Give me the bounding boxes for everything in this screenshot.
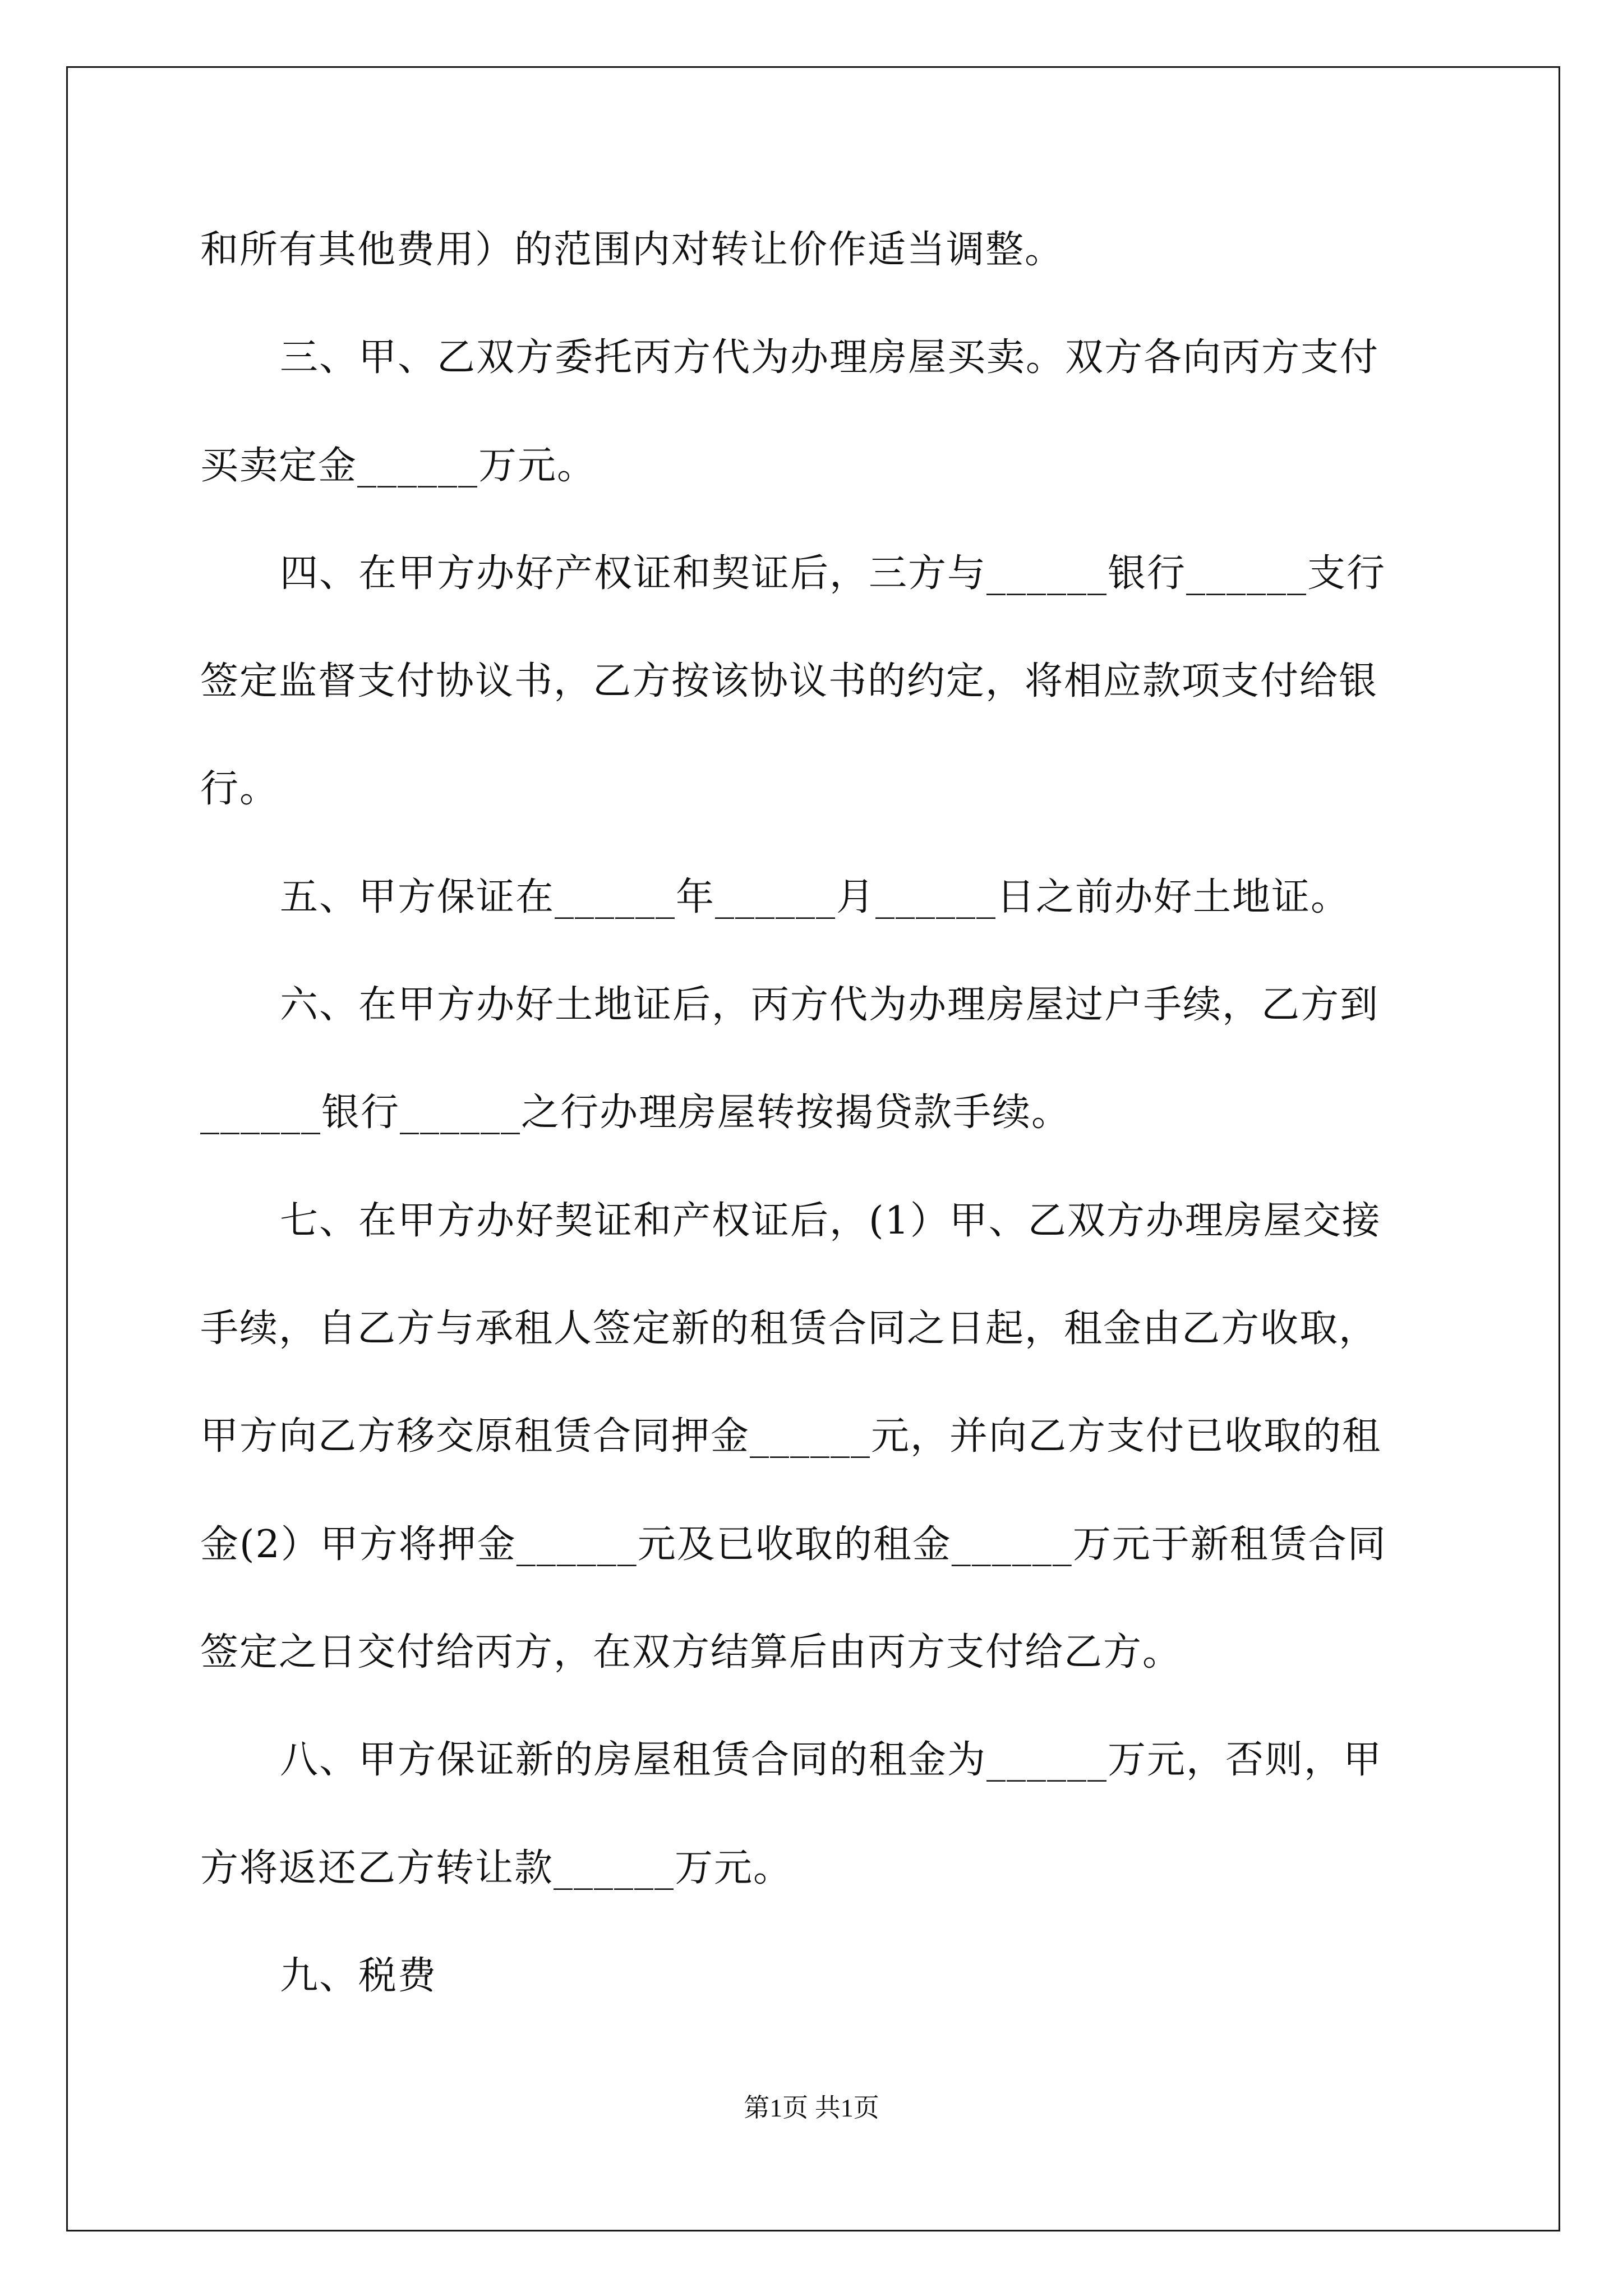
text-line: 五、甲方保证在______年______月______日之前办好土地证。 xyxy=(280,875,1350,919)
text-line: 三、甲、乙双方委托丙方代为办理房屋买卖。双方各向丙方支付 xyxy=(280,335,1380,380)
text-line: 甲方向乙方移交原租赁合同押金______元，并向乙方支付已收取的租 xyxy=(200,1414,1382,1458)
text-line: 七、在甲方办好契证和产权证后，(1）甲、乙双方办理房屋交接 xyxy=(280,1199,1381,1243)
page-footer: 第1页 共1页 xyxy=(744,2093,879,2122)
text-line: 六、在甲方办好土地证后，丙方代为办理房屋过户手续，乙方到 xyxy=(280,983,1380,1027)
text-line: ______银行______之行办理房屋转按揭贷款手续。 xyxy=(200,1091,1071,1135)
text-line: 签定监督支付协议书，乙方按该协议书的约定，将相应款项支付给银 xyxy=(200,659,1378,703)
text-line: 金(2）甲方将押金______元及已收取的租金______万元于新租赁合同 xyxy=(200,1522,1387,1567)
text-line: 买卖定金______万元。 xyxy=(200,444,597,488)
text-line: 四、在甲方办好产权证和契证后，三方与______银行______支行 xyxy=(280,551,1386,596)
text-line: 和所有其他费用）的范围内对转让价作适当调整。 xyxy=(200,228,1064,272)
page-border xyxy=(66,66,1560,2231)
text-line: 签定之日交付给丙方，在双方结算后由丙方支付给乙方。 xyxy=(200,1630,1182,1674)
text-line: 八、甲方保证新的房屋租赁合同的租金为______万元，否则，甲 xyxy=(280,1738,1383,1782)
text-line: 九、税费 xyxy=(280,1954,437,1998)
text-line: 行。 xyxy=(200,767,279,811)
text-line: 方将返还乙方转让款______万元。 xyxy=(200,1846,793,1890)
text-line: 手续，自乙方与承租人签定新的租赁合同之日起，租金由乙方收取， xyxy=(200,1306,1378,1351)
